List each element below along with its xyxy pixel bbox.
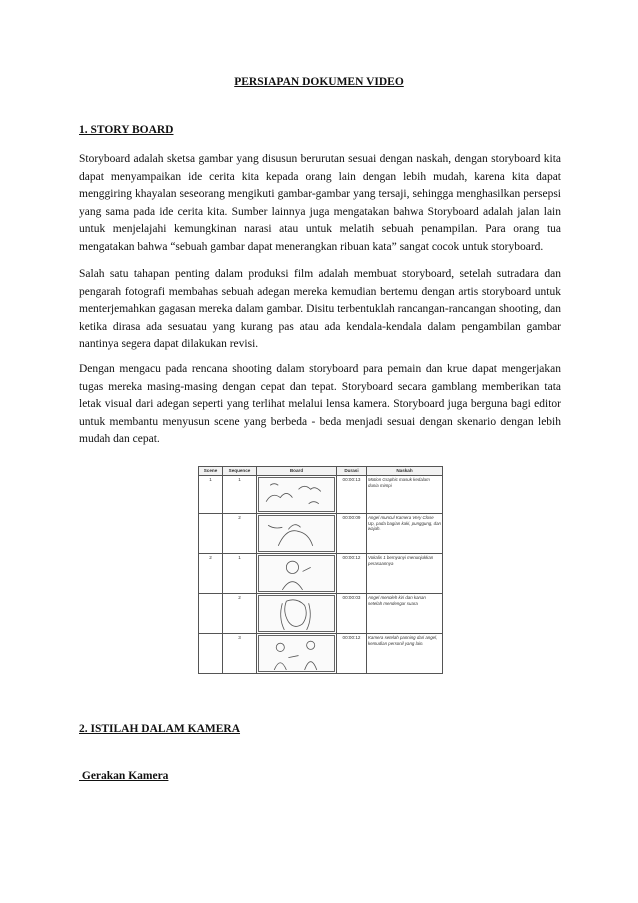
sketch-clouds-image [258,477,335,512]
paragraph-1: Storyboard adalah sketsa gambar yang disusun berurutan sesuai dengan naskah, dengan storyboard kita dapat menyampaikan ide cerita kita kepada orang lain dengan lebih mudah, karena kita dapat menggiring khayalan seseorang mengikuti gambar-gambar yang tersaji, sehingga menghasilkan persepsi yang sama pada ide cerita kita. Sumber lainnya juga mengatakan bahwa Storyboard adalah jalan lain untuk menjelajahi kemungkinan narasi atau untuk melatih sebuah penampilan. Para orang tua mengatakan bahwa “sebuah gambar dapat menerangkan ribuan kata” sangat cocok untuk storyboard. [79,153,561,253]
page-title: PERSIAPAN DOKUMEN VIDEO [234,76,404,88]
naskah-cell: Kamera setelah panning dari angel, kemudian personil yang lain. [367,634,443,674]
header-naskah: Naskah [367,467,443,476]
sequence-cell: 1 [223,476,257,514]
durasi-cell: 00:00:12 [337,554,367,594]
section-heading-storyboard: 1. STORY BOARD [79,124,174,136]
sketch-figure-image [258,515,335,552]
scene-cell [199,634,223,674]
board-sketch-cell [257,514,337,554]
sketch-band-image [258,635,335,672]
board-sketch-cell [257,594,337,634]
table-header-row [199,467,443,476]
subheading-gerakan-kamera: Gerakan Kamera [79,770,169,782]
header-scene: Scene [199,467,223,476]
scene-cell [199,594,223,634]
naskah-cell: Vokalis 1 bernyanyi menunjukkan perasaannya [367,554,443,594]
sketch-singer-image [258,555,335,592]
table-row [199,554,443,594]
durasi-cell: 00:00:03 [337,594,367,634]
header-durasi: Durasi [337,467,367,476]
durasi-cell: 00:00:13 [337,476,367,514]
durasi-cell: 00:00:12 [337,634,367,674]
table-row [199,476,443,514]
section-heading-istilah-kamera: 2. ISTILAH DALAM KAMERA [79,723,241,735]
header-sequence: Sequence [223,467,257,476]
table-row [199,514,443,554]
sequence-cell: 2 [223,514,257,554]
naskah-cell: Motion Graphic masuk kedalam dunia mimpi [367,476,443,514]
board-sketch-cell [257,554,337,594]
scene-cell [199,514,223,554]
storyboard-table [198,466,443,674]
board-sketch-cell [257,476,337,514]
table-row [199,594,443,634]
sketch-face-image [258,595,335,632]
sequence-cell: 2 [223,594,257,634]
sequence-cell: 3 [223,634,257,674]
naskah-cell: Angel menoleh kiri dan kanan setelah mendengar suara [367,594,443,634]
scene-cell: 2 [199,554,223,594]
paragraph-3: Dengan mengacu pada rencana shooting dalam storyboard para pemain dan krue dapat mengerjakan tugas mereka masing-masing dengan cepat dan tepat. Storyboard secara gamblang memberikan tata letak visual dari adegan seperti yang terlihat melalui lensa kamera. Storyboard juga berguna bagi editor untuk membantu menyusun scene yang berbeda - beda menjadi sesuai dengan skenario dengan lebih mudah dan cepat. [79,363,561,445]
board-sketch-cell [257,634,337,674]
table-row [199,634,443,674]
naskah-cell: Angel muncul Kamera Very Close Up, pada bagian kaki, punggung, dan wajah. [367,514,443,554]
scene-cell: 1 [199,476,223,514]
paragraph-2: Salah satu tahapan penting dalam produksi film adalah membuat storyboard, setelah sutradara dan pengarah fotografi membahas sebuah adegan mereka kemudian bertemu dengan artis storyboard untuk menterjemahkan gagasan mereka dalam gambar. Disitu terbentuklah rancangan-rancangan shooting, dan ketika dirasa ada sesuatau yang kurang pas atau ada kendala-kendala dalam pengambilan gambar nantinya segera dapat dilakukan revisi. [79,268,561,350]
header-board: Board [257,467,337,476]
durasi-cell: 00:00:09 [337,514,367,554]
sequence-cell: 1 [223,554,257,594]
